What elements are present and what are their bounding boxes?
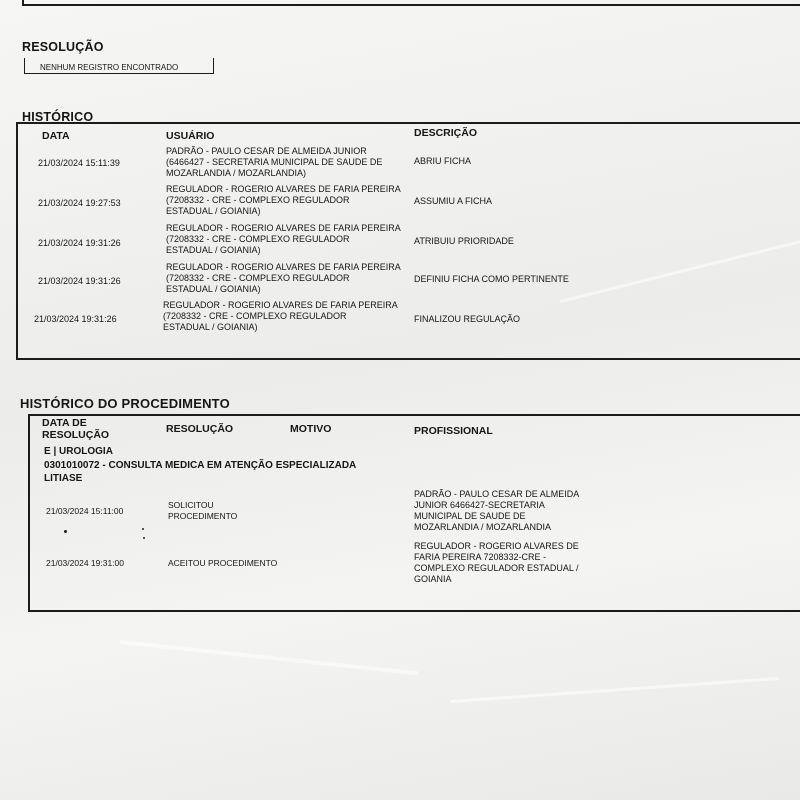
historico-row-descricao: ATRIBUIU PRIORIDADE: [414, 236, 514, 246]
historico-table: [16, 122, 800, 360]
procedimento-row-resolucao: SOLICITOU PROCEDIMENTO: [168, 500, 238, 521]
procedimento-title: HISTÓRICO DO PROCEDIMENTO: [20, 396, 230, 411]
procedimento-group-specialty: E | UROLOGIA: [44, 446, 113, 457]
historico-title: HISTÓRICO: [22, 110, 94, 124]
ink-speck: [64, 530, 67, 533]
historico-row-data: 21/03/2024 19:31:26: [38, 238, 121, 248]
historico-row-descricao: ABRIU FICHA: [414, 156, 472, 166]
historico-row-descricao: DEFINIU FICHA COMO PERTINENTE: [414, 274, 569, 284]
procedimento-row-data: 21/03/2024 19:31:00: [46, 558, 124, 568]
ink-speck: [143, 537, 145, 539]
procedimento-row-data: 21/03/2024 15:11:00: [46, 506, 124, 516]
procedimento-header-profissional: PROFISSIONAL: [414, 425, 493, 437]
historico-header-data: DATA: [42, 130, 70, 142]
procedimento-row-resolucao: ACEITOU PROCEDIMENTO: [168, 558, 278, 568]
procedimento-group-code: 0301010072 - CONSULTA MEDICA EM ATENÇÃO ESPECIALIZADA: [44, 460, 357, 471]
ink-speck: [142, 528, 144, 530]
historico-row-data: 21/03/2024 19:31:26: [38, 276, 121, 286]
resolucao-value: NENHUM REGISTRO ENCONTRADO: [40, 63, 179, 72]
historico-row-data: 21/03/2024 19:27:53: [38, 198, 121, 208]
procedimento-group-condition: LITIASE: [44, 473, 83, 484]
historico-row-usuario: REGULADOR - ROGERIO ALVARES DE FARIA PEREIRA (7208332 - CRE - COMPLEXO REGULADOR ESTADUAL / GOIANIA): [163, 300, 398, 332]
historico-row-usuario: REGULADOR - ROGERIO ALVARES DE FARIA PEREIRA (7208332 - CRE - COMPLEXO REGULADOR ESTADUAL / GOIANIA): [166, 184, 401, 216]
historico-row-usuario: REGULADOR - ROGERIO ALVARES DE FARIA PEREIRA (7208332 - CRE - COMPLEXO REGULADOR ESTADUAL / GOIANIA): [166, 223, 401, 255]
procedimento-row-profissional: PADRÃO - PAULO CESAR DE ALMEIDA JUNIOR 6466427-SECRETARIA MUNICIPAL DE SAUDE DE MOZARLANDIA / MOZARLANDIA: [414, 489, 580, 532]
paper-crease: [450, 677, 779, 703]
historico-row-data: 21/03/2024 19:31:26: [34, 314, 117, 324]
historico-row-usuario: REGULADOR - ROGERIO ALVARES DE FARIA PEREIRA (7208332 - CRE - COMPLEXO REGULADOR ESTADUAL / GOIANIA): [166, 262, 401, 294]
historico-header-usuario: USUÁRIO: [166, 130, 215, 142]
historico-row-usuario: PADRÃO - PAULO CESAR DE ALMEIDA JUNIOR (6466427 - SECRETARIA MUNICIPAL DE SAUDE DE MOZARLANDIA / MOZARLANDIA): [166, 146, 383, 178]
historico-row-descricao: ASSUMIU A FICHA: [414, 196, 493, 206]
procedimento-row-profissional: REGULADOR - ROGERIO ALVARES DE FARIA PEREIRA 7208332-CRE - COMPLEXO REGULADOR ESTADUAL / GOIANIA: [414, 541, 579, 584]
procedimento-header-motivo: MOTIVO: [290, 423, 332, 435]
resolucao-title: RESOLUÇÃO: [22, 40, 104, 54]
paper-crease: [120, 640, 419, 675]
historico-row-descricao: FINALIZOU REGULAÇÃO: [414, 314, 521, 324]
procedimento-header-data: DATA DE RESOLUÇÃO: [42, 417, 110, 441]
historico-row-data: 21/03/2024 15:11:39: [38, 158, 120, 168]
top-section-box: [22, 0, 800, 6]
historico-header-descricao: DESCRIÇÃO: [414, 127, 478, 139]
procedimento-header-resolucao: RESOLUÇÃO: [166, 423, 234, 435]
